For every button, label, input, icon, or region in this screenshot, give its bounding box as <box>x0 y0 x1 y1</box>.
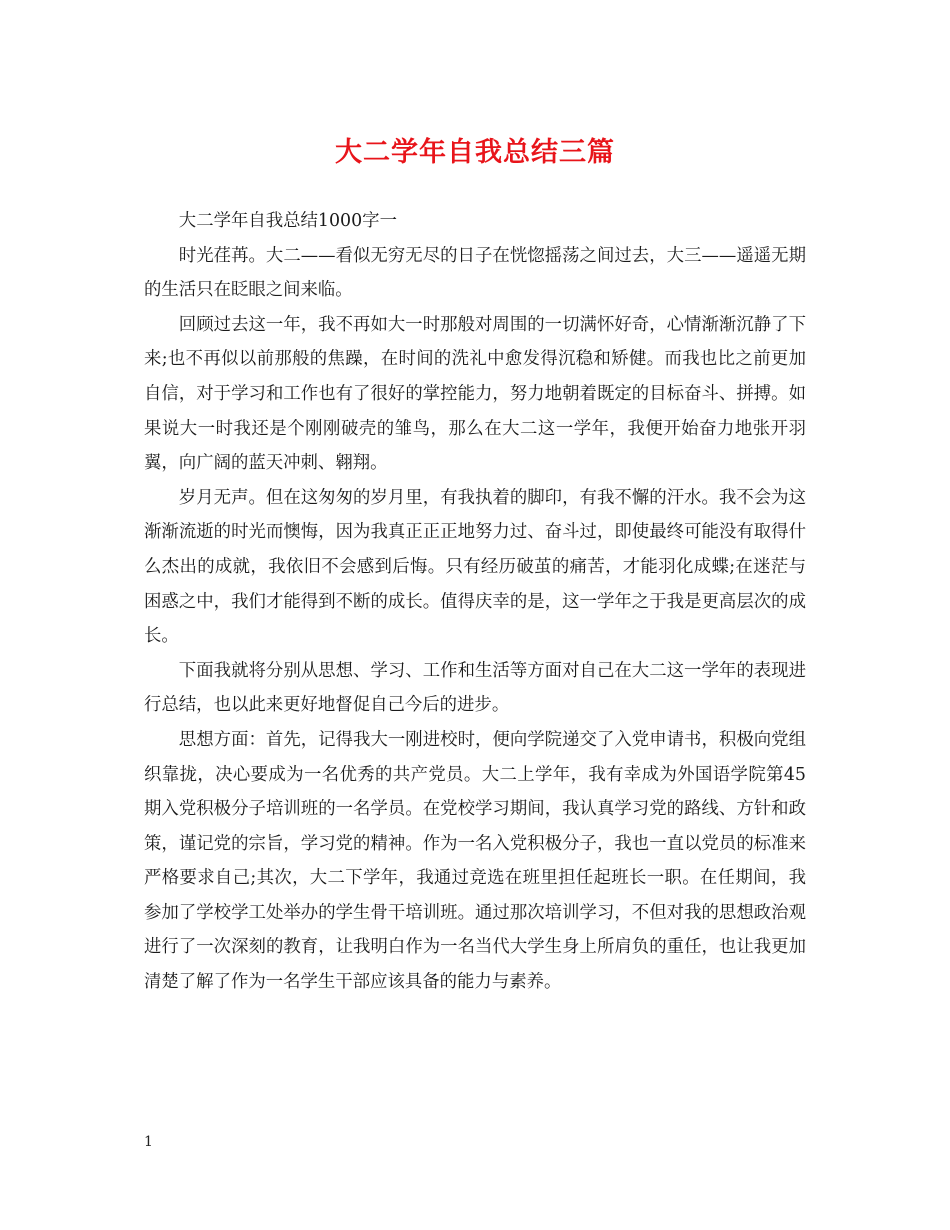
paragraph: 思想方面：首先，记得我大一刚进校时，便向学院递交了入党申请书，积极向党组织靠拢，决心要成为一名优秀的共产党员。大二上学年，我有幸成为外国语学院第45期入党积极分子培训班的一名学员。在党校学习期间，我认真学习党的路线、方针和政策，谨记党的宗旨，学习党的精神。作为一名入党积极分子，我也一直以党员的标准来严格要求自己;其次，大二下学年，我通过竞选在班里担任起班长一职。在任期间，我参加了学校学工处举办的学生骨干培训班。通过那次培训学习，不但对我的思想政治观进行了一次深刻的教育，让我明白作为一名当代大学生身上所肩负的重任，也让我更加清楚了解了作为一名学生干部应该具备的能力与素养。 <box>144 729 806 993</box>
page-number: 1 <box>144 1134 153 1150</box>
document-body <box>144 204 806 1000</box>
paragraph-subtitle: 大二学年自我总结1000字一 <box>178 211 397 231</box>
paragraph: 时光荏苒。大二——看似无穷无尽的日子在恍惚摇荡之间过去，大三——遥遥无期的生活只在眨眼之间来临。 <box>144 245 806 301</box>
paragraph: 回顾过去这一年，我不再如大一时那般对周围的一切满怀好奇，心情渐渐沉静了下来;也不再似以前那般的焦躁，在时间的洗礼中愈发得沉稳和矫健。而我也比之前更加自信，对于学习和工作也有了很好的掌控能力，努力地朝着既定的目标奋斗、拼搏。如果说大一时我还是个刚刚破壳的雏鸟，那么在大二这一学年，我便开始奋力地张开羽翼，向广阔的蓝天冲刺、翱翔。 <box>144 314 806 474</box>
document-title: 大二学年自我总结三篇 <box>335 137 615 168</box>
paragraph: 岁月无声。但在这匆匆的岁月里，有我执着的脚印，有我不懈的汗水。我不会为这渐渐流逝的时光而懊悔，因为我真正正正地努力过、奋斗过，即使最终可能没有取得什么杰出的成就，我依旧不会感到后悔。只有经历破茧的痛苦，才能羽化成蝶;在迷茫与困惑之中，我们才能得到不断的成长。值得庆幸的是，这一学年之于我是更高层次的成长。 <box>144 487 806 647</box>
paragraph: 下面我就将分别从思想、学习、工作和生活等方面对自己在大二这一学年的表现进行总结，也以此来更好地督促自己今后的进步。 <box>144 660 806 716</box>
